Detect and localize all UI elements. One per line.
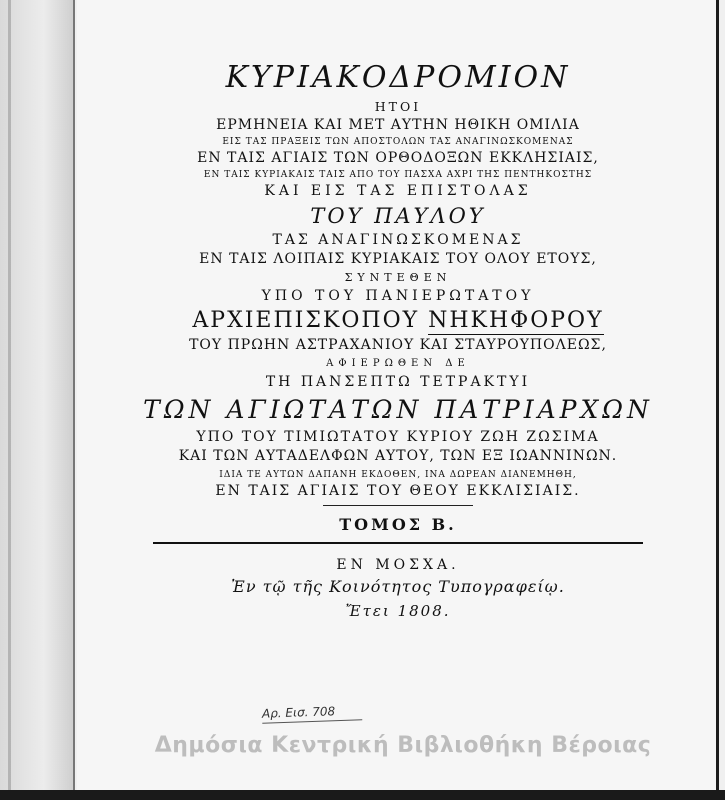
line-anaginoskomenas: ΤΑΣ ΑΝΑΓΙΝΩΣΚΟΜΕΝΑΣ	[272, 232, 524, 248]
line-archiepiskopou	[77, 306, 719, 336]
author-name	[192, 308, 603, 335]
line-etoi: ΗΤΟΙ	[374, 99, 422, 114]
line-ekklisiais: ΕΝ ΤΑΙΣ ΑΓΙΑΙΣ ΤΟΥ ΘΕΟΥ ΕΚΚΛΙΣΙΑΙΣ.	[215, 483, 581, 499]
line-tetraktyi: ΤΗ ΠΑΝΣΕΠΤΩ ΤΕΤΡΑΚΤΥΙ	[265, 374, 531, 390]
line-ioanninon: ΚΑΙ ΤΩΝ ΑΥΤΑΔΕΛΦΩΝ ΑΥΤΟΥ, ΤΩΝ ΕΞ ΙΩΑΝΝΙΝΩΝ.	[178, 448, 618, 464]
line-praxeis: ΕΙΣ ΤΑΣ ΠΡΑΞΕΙΣ ΤΩΝ ΑΠΟΣΤΟΛΩΝ ΤΑΣ ΑΝΑΓΙΝΩΣΚΟΜΕΝΑΣ	[222, 137, 574, 147]
short-rule	[323, 505, 473, 506]
main-title: ΚΥΡΙΑΚΟΔΡΟΜΙΟΝ	[225, 60, 571, 95]
author-surname-underlined: ΝΗΚΗΦΟΡΟΥ	[428, 308, 604, 333]
line-loipais: ΕΝ ΤΑΙΣ ΛΟΙΠΑΙΣ ΚΥΡΙΑΚΑΙΣ ΤΟΥ ΟΛΟΥ ΕΤΟΥΣ,	[199, 251, 597, 267]
scan-bottom-border	[0, 790, 725, 800]
author-title-word: ΑΡΧΙΕΠΙΣΚΟΠΟΥ	[192, 308, 429, 333]
line-syntethen: ΣΥΝΤΕΘΕΝ	[344, 271, 452, 284]
line-zosima: ΥΠΟ ΤΟΥ ΤΙΜΙΩΤΑΤΟΥ ΚΥΡΙΟΥ ΖΩΗ ΖΩΣΙΜΑ	[196, 429, 600, 445]
long-rule	[153, 542, 643, 544]
line-pascha: ΕΝ ΤΑΙΣ ΚΥΡΙΑΚΑΙΣ ΤΑΙΣ ΑΠΟ ΤΟΥ ΠΑΣΧΑ ΑΧΡΙ ΤΗΣ ΠΕΝΤΗΚΟΣΤΗΣ	[203, 170, 593, 180]
line-typografeio: Ἐν τῷ τῆς Κοινότητος Τυπογραφείῳ.	[231, 577, 565, 596]
line-afierothen: ΑΦΙΕΡΩΘΕΝ ΔΕ	[326, 358, 470, 369]
title-page	[77, 0, 719, 792]
line-astrachaniou: ΤΟΥ ΠΡΩΗΝ ΑΣΤΡΑΧΑΝΙΟΥ ΚΑΙ ΣΤΑΥΡΟΥΠΟΛΕΩΣ,	[189, 337, 607, 353]
handwritten-inventory-note	[262, 703, 363, 723]
line-dapani: ΙΔΙΑ ΤΕ ΑΥΤΩΝ ΔΑΠΑΝΗ ΕΚΔΟΘΕΝ, ΙΝΑ ΔΩΡΕΑΝ ΔΙΑΝΕΜΗΘΗ,	[219, 470, 577, 480]
line-orthodoxon: ΕΝ ΤΑΙΣ ΑΓΙΑΙΣ ΤΩΝ ΟΡΘΟΔΟΞΩΝ ΕΚΚΛΗΣΙΑΙΣ,	[197, 150, 599, 166]
line-pavlou: ΤΟΥ ΠΑΥΛΟΥ	[310, 204, 486, 228]
line-epistolas: ΚΑΙ ΕΙΣ ΤΑΣ ΕΠΙΣΤΟΛΑΣ	[264, 183, 532, 199]
line-moscha: ΕΝ ΜΟΣΧΑ.	[336, 557, 460, 573]
line-panierotatou: ΥΠΟ ΤΟΥ ΠΑΝΙΕΡΩΤΑΤΟΥ	[261, 288, 535, 304]
title-block	[77, 58, 719, 623]
previous-page-edge	[0, 0, 75, 792]
volume-label: ΤΟΜΟΣ Β.	[339, 515, 457, 534]
binding-shadow	[8, 0, 11, 792]
line-year: Ἔτει 1808.	[345, 602, 451, 620]
library-watermark: Δημόσια Κεντρική Βιβλιοθήκη Βέροιας	[154, 733, 652, 758]
inventory-number: Αρ. Εισ. 708	[261, 704, 336, 721]
line-ermeneia: ΕΡΜΗΝΕΙΑ ΚΑΙ ΜΕΤ ΑΥΤΗΝ ΗΘΙΚΗ ΟΜΙΛΙΑ	[216, 117, 580, 133]
line-patriarchon: ΤΩΝ ΑΓΙΩΤΑΤΩΝ ΠΑΤΡΙΑΡΧΩΝ	[143, 395, 653, 424]
